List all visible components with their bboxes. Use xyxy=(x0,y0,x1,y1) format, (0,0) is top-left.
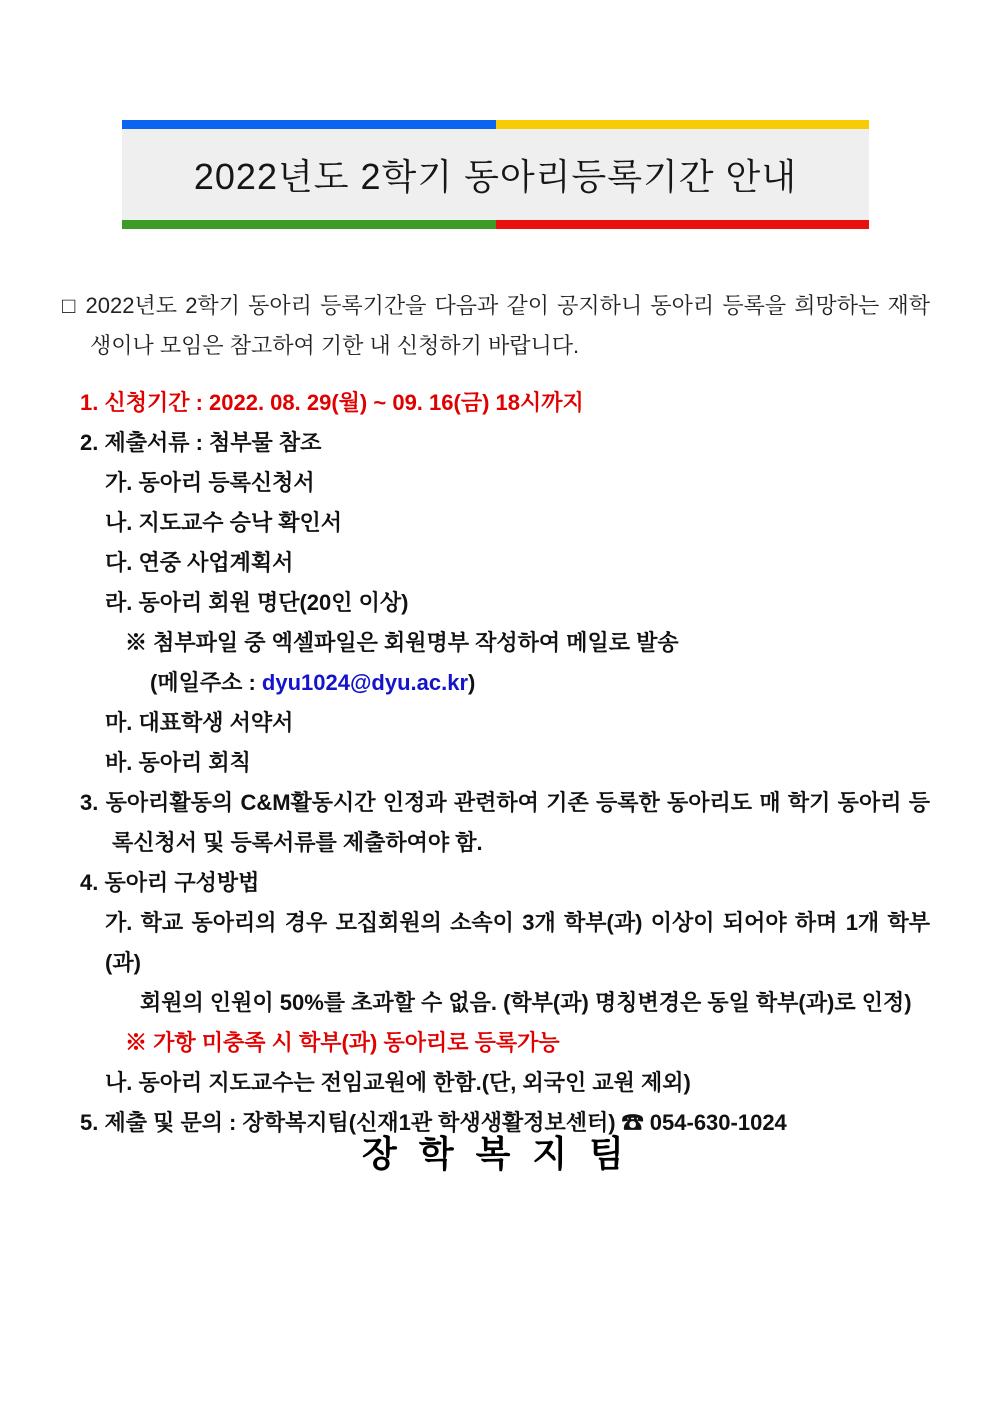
phone-icon: ☎ xyxy=(621,1110,644,1135)
item-3-line-2: 록신청서 및 등록서류를 제출하여야 함. xyxy=(112,830,483,855)
banner-bottom-bar-green xyxy=(122,220,496,229)
item-2-sub-na: 나. 지도교수 승낙 확인서 xyxy=(105,510,342,535)
item-4-note-red: ※ 가항 미충족 시 학부(과) 동아리로 등록가능 xyxy=(125,1030,560,1055)
item-2-sub-ra: 라. 동아리 회원 명단(20인 이상) xyxy=(105,590,409,615)
item-4-sub-ga-line-1: 가. 학교 동아리의 경우 모집회원의 소속이 3개 학부(과) 이상이 되어야 하며 1개 학부(과) xyxy=(105,910,930,975)
item-2-note-excel: ※ 첨부파일 중 엑셀파일은 회원명부 작성하여 메일로 발송 xyxy=(125,630,679,655)
item-4-sub-na: 나. 동아리 지도교수는 전임교원에 한함.(단, 외국인 교원 제외) xyxy=(105,1070,691,1095)
item-1-application-period: 1. 신청기간 : 2022. 08. 29(월) ~ 09. 16(금) 18시까지 xyxy=(80,390,584,415)
title-box xyxy=(122,129,869,220)
item-2-sub-ga: 가. 동아리 등록신청서 xyxy=(105,470,315,495)
item-2-sub-ma: 마. 대표학생 서약서 xyxy=(105,710,294,735)
item-2-required-documents: 2. 제출서류 : 첨부물 참조 xyxy=(80,430,322,455)
item-4-club-formation: 4. 동아리 구성방법 xyxy=(80,870,260,895)
intro-line-1: □ 2022년도 2학기 동아리 등록기간을 다음과 같이 공지하니 동아리 등록을 희망하는 재학 xyxy=(62,293,930,318)
item-5-contact-text: 5. 제출 및 문의 : 장학복지팀(신재1관 학생생활정보센터) xyxy=(80,1110,622,1135)
banner-bottom-bar xyxy=(122,220,869,229)
phone-number: 054-630-1024 xyxy=(643,1110,787,1135)
email-link[interactable]: dyu1024@dyu.ac.kr xyxy=(261,670,469,695)
mail-address-line xyxy=(62,663,930,703)
intro-line-2: 생이나 모임은 참고하여 기한 내 신청하기 바랍니다. xyxy=(90,333,580,358)
mail-prefix: (메일주소 : xyxy=(150,670,262,695)
item-2-sub-ba: 바. 동아리 회칙 xyxy=(105,750,251,775)
document-body xyxy=(62,286,930,1143)
mail-suffix: ) xyxy=(468,670,476,695)
title-banner xyxy=(122,120,869,229)
page-title: 2022년도 2학기 동아리등록기간 안내 xyxy=(193,156,798,197)
banner-bottom-bar-red xyxy=(496,220,870,229)
item-2-sub-da: 다. 연중 사업계획서 xyxy=(105,550,294,575)
item-4-sub-ga-line-2: 회원의 인원이 50%를 초과할 수 없음. (학부(과) 명칭변경은 동일 학부(과)로 인정) xyxy=(140,990,912,1015)
banner-top-bar xyxy=(122,120,869,129)
banner-top-bar-blue xyxy=(122,120,496,129)
footer-team-name: 장 학 복 지 팀 xyxy=(362,1133,630,1174)
banner-top-bar-yellow xyxy=(496,120,870,129)
item-3-line-1: 3. 동아리활동의 C&M활동시간 인정과 관련하여 기존 등록한 동아리도 매 학기 동아리 등 xyxy=(80,790,930,815)
